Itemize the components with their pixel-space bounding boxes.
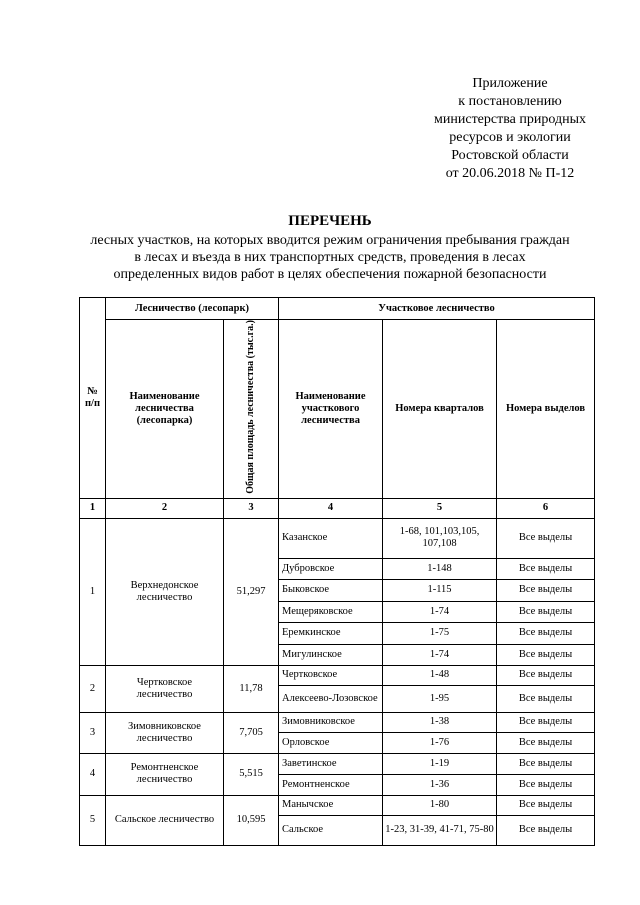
district-quarters: 1-48 (383, 665, 497, 685)
district-sections: Все выделы (497, 815, 595, 845)
document-title (60, 212, 600, 283)
district-quarters: 1-76 (383, 732, 497, 753)
col-number: 6 (497, 498, 595, 518)
district-quarters: 1-19 (383, 753, 497, 774)
header-forestry-name: Наименование лесничества (лесопарка) (106, 320, 224, 499)
district-quarters: 1-80 (383, 795, 497, 815)
district-quarters: 1-68, 101,103,105, 107,108 (383, 518, 497, 558)
district-name: Дубровское (279, 558, 383, 579)
forestry-area: 11,78 (224, 665, 279, 712)
appendix-line: Приложение (472, 76, 548, 91)
district-quarters: 1-74 (383, 644, 497, 665)
row-num: 1 (80, 518, 106, 665)
title-line: лесных участков, на которых вводится режим ограничения пребывания граждан (90, 233, 570, 248)
district-sections: Все выделы (497, 753, 595, 774)
district-name: Манычское (279, 795, 383, 815)
district-quarters: 1-95 (383, 685, 497, 712)
col-number: 1 (80, 498, 106, 518)
header-district-group: Участковое лесничество (279, 298, 595, 320)
district-name: Ремонтненское (279, 774, 383, 795)
district-sections: Все выделы (497, 795, 595, 815)
appendix-line: от 20.06.2018 № П-12 (445, 166, 575, 181)
district-quarters: 1-23, 31-39, 41-71, 75-80 (383, 815, 497, 845)
district-name: Алексеево-Лозовское (279, 685, 383, 712)
table-row (80, 518, 595, 558)
district-quarters: 1-75 (383, 622, 497, 644)
district-sections: Все выделы (497, 665, 595, 685)
district-sections: Все выделы (497, 685, 595, 712)
table-row (80, 712, 595, 732)
district-sections: Все выделы (497, 518, 595, 558)
district-quarters: 1-74 (383, 601, 497, 622)
forestry-area: 51,297 (224, 518, 279, 665)
district-name: Быковское (279, 579, 383, 601)
header-forestry-group: Лесничество (лесопарк) (106, 298, 279, 320)
header-area-label: Общая площадь лесничества (тыс.га.) (245, 320, 256, 494)
appendix-block (430, 75, 590, 183)
district-name: Мещеряковское (279, 601, 383, 622)
forestry-area: 7,705 (224, 712, 279, 753)
row-num: 5 (80, 795, 106, 845)
col-number: 4 (279, 498, 383, 518)
district-name: Орловское (279, 732, 383, 753)
col-number: 2 (106, 498, 224, 518)
district-name: Мигулинское (279, 644, 383, 665)
forestry-name: Ремонтненское лесничество (106, 753, 224, 795)
district-name: Еремкинское (279, 622, 383, 644)
row-num: 3 (80, 712, 106, 753)
district-sections: Все выделы (497, 644, 595, 665)
col-number: 5 (383, 498, 497, 518)
title-line: определенных видов работ в целях обеспечения пожарной безопасности (113, 267, 547, 282)
district-name: Заветинское (279, 753, 383, 774)
appendix-line: министерства природных (434, 112, 586, 127)
header-area (224, 320, 279, 499)
district-quarters: 1-38 (383, 712, 497, 732)
district-sections: Все выделы (497, 558, 595, 579)
district-sections: Все выделы (497, 601, 595, 622)
forestry-table (79, 297, 595, 846)
district-quarters: 1-36 (383, 774, 497, 795)
appendix-line: Ростовской области (451, 148, 569, 163)
forestry-area: 10,595 (224, 795, 279, 845)
district-sections: Все выделы (497, 774, 595, 795)
district-sections: Все выделы (497, 579, 595, 601)
col-number: 3 (224, 498, 279, 518)
appendix-line: к постановлению (458, 94, 562, 109)
row-num: 2 (80, 665, 106, 712)
forestry-area: 5,515 (224, 753, 279, 795)
district-name: Зимовниковское (279, 712, 383, 732)
district-sections: Все выделы (497, 712, 595, 732)
district-sections: Все выделы (497, 732, 595, 753)
district-name: Сальское (279, 815, 383, 845)
row-num: 4 (80, 753, 106, 795)
district-sections: Все выделы (497, 622, 595, 644)
header-sections: Номера выделов (497, 320, 595, 499)
forestry-name: Зимовниковское лесничество (106, 712, 224, 753)
district-name: Казанское (279, 518, 383, 558)
district-quarters: 1-148 (383, 558, 497, 579)
forestry-name: Верхнедонское лесничество (106, 518, 224, 665)
table-row (80, 795, 595, 815)
header-num: № п/п (80, 298, 106, 499)
forestry-name: Чертковское лесничество (106, 665, 224, 712)
title-line: в лесах и въезда в них транспортных средств, проведения в лесах (134, 250, 526, 265)
district-quarters: 1-115 (383, 579, 497, 601)
header-district-name: Наименование участкового лесничества (279, 320, 383, 499)
title-heading: ПЕРЕЧЕНЬ (288, 213, 372, 229)
header-quarters: Номера кварталов (383, 320, 497, 499)
appendix-line: ресурсов и экологии (449, 130, 571, 145)
district-name: Чертковское (279, 665, 383, 685)
table-row (80, 665, 595, 685)
table-row (80, 753, 595, 774)
forestry-name: Сальское лесничество (106, 795, 224, 845)
